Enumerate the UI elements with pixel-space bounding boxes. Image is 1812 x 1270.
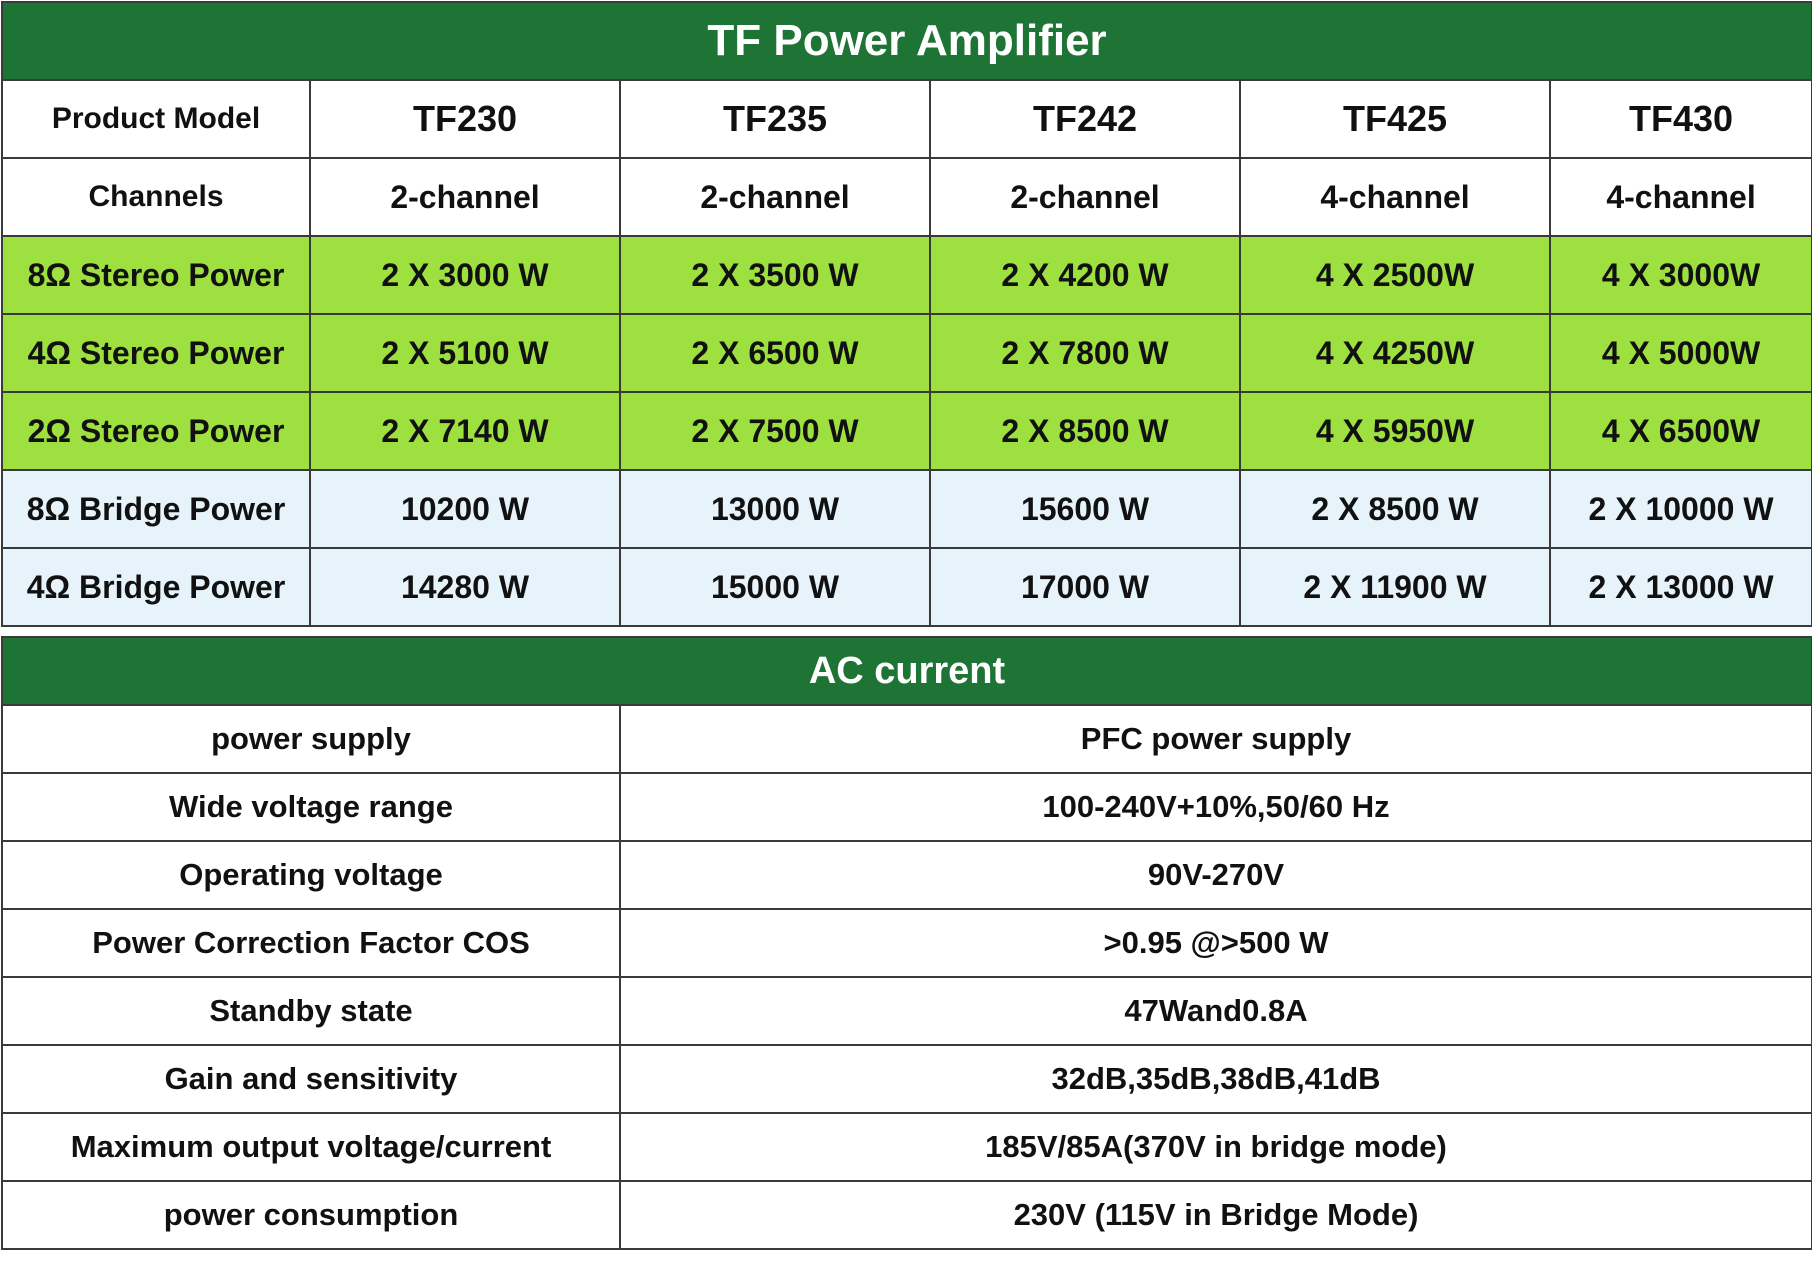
table-cell: 2 X 4200 W [930, 236, 1240, 314]
table-row [2, 392, 1812, 470]
spec-value: PFC power supply [620, 705, 1812, 773]
table-cell: 2 X 8500 W [1240, 470, 1550, 548]
spec-value: 185V/85A(370V in bridge mode) [620, 1113, 1812, 1181]
table-row [2, 314, 1812, 392]
row-label: 2Ω Stereo Power [2, 392, 310, 470]
row-label: 4Ω Stereo Power [2, 314, 310, 392]
table-row [2, 158, 1812, 236]
spec-value: 47Wand0.8A [620, 977, 1812, 1045]
spec-label: power consumption [2, 1181, 620, 1249]
table-cell: 4-channel [1550, 158, 1812, 236]
spec-row [2, 705, 1812, 773]
table-cell: 2 X 5100 W [310, 314, 620, 392]
table-cell: 17000 W [930, 548, 1240, 626]
model-name: TF430 [1550, 80, 1812, 158]
table-cell: 2 X 13000 W [1550, 548, 1812, 626]
page-title: TF Power Amplifier [2, 2, 1812, 80]
table-cell: 4 X 6500W [1550, 392, 1812, 470]
table-cell: 2 X 7140 W [310, 392, 620, 470]
table-cell: 10200 W [310, 470, 620, 548]
table-row [2, 548, 1812, 626]
spec-row [2, 909, 1812, 977]
model-spec-table [1, 1, 1812, 627]
model-name: TF242 [930, 80, 1240, 158]
spec-row [2, 1181, 1812, 1249]
spec-label: Maximum output voltage/current [2, 1113, 620, 1181]
spec-value: 90V-270V [620, 841, 1812, 909]
spec-label: Operating voltage [2, 841, 620, 909]
table-cell: 4 X 5950W [1240, 392, 1550, 470]
table-cell: 2 X 10000 W [1550, 470, 1812, 548]
spec-value: 230V (115V in Bridge Mode) [620, 1181, 1812, 1249]
spec-row [2, 1113, 1812, 1181]
section-title-row [2, 637, 1812, 705]
spec-value: >0.95 @>500 W [620, 909, 1812, 977]
spec-label: Standby state [2, 977, 620, 1045]
table-cell: 2 X 11900 W [1240, 548, 1550, 626]
table-cell: 2 X 7500 W [620, 392, 930, 470]
row-label: 4Ω Bridge Power [2, 548, 310, 626]
section-title: AC current [2, 637, 1812, 705]
table-cell: 4 X 4250W [1240, 314, 1550, 392]
table-cell: 2 X 8500 W [930, 392, 1240, 470]
table-cell: 2 X 6500 W [620, 314, 930, 392]
spec-row [2, 1045, 1812, 1113]
spec-value: 100-240V+10%,50/60 Hz [620, 773, 1812, 841]
table-cell: 13000 W [620, 470, 930, 548]
table-cell: 2-channel [310, 158, 620, 236]
spec-label: power supply [2, 705, 620, 773]
table-row [2, 470, 1812, 548]
table-cell: 4-channel [1240, 158, 1550, 236]
spec-label: Gain and sensitivity [2, 1045, 620, 1113]
model-name: TF425 [1240, 80, 1550, 158]
spec-row [2, 773, 1812, 841]
row-label: 8Ω Stereo Power [2, 236, 310, 314]
title-row [2, 2, 1812, 80]
header-row [2, 80, 1812, 158]
spec-label: Wide voltage range [2, 773, 620, 841]
model-name: TF235 [620, 80, 930, 158]
table-cell: 2-channel [930, 158, 1240, 236]
model-name: TF230 [310, 80, 620, 158]
table-cell: 2 X 3500 W [620, 236, 930, 314]
table-cell: 2 X 7800 W [930, 314, 1240, 392]
spec-label: Power Correction Factor COS [2, 909, 620, 977]
ac-spec-table [1, 636, 1812, 1250]
table-cell: 4 X 5000W [1550, 314, 1812, 392]
table-cell: 15000 W [620, 548, 930, 626]
row-label: Channels [2, 158, 310, 236]
spec-row [2, 977, 1812, 1045]
spec-row [2, 841, 1812, 909]
row-label: 8Ω Bridge Power [2, 470, 310, 548]
header-label: Product Model [2, 80, 310, 158]
table-cell: 2-channel [620, 158, 930, 236]
table-cell: 4 X 2500W [1240, 236, 1550, 314]
table-cell: 14280 W [310, 548, 620, 626]
table-cell: 15600 W [930, 470, 1240, 548]
table-cell: 4 X 3000W [1550, 236, 1812, 314]
table-cell: 2 X 3000 W [310, 236, 620, 314]
table-row [2, 236, 1812, 314]
spec-value: 32dB,35dB,38dB,41dB [620, 1045, 1812, 1113]
